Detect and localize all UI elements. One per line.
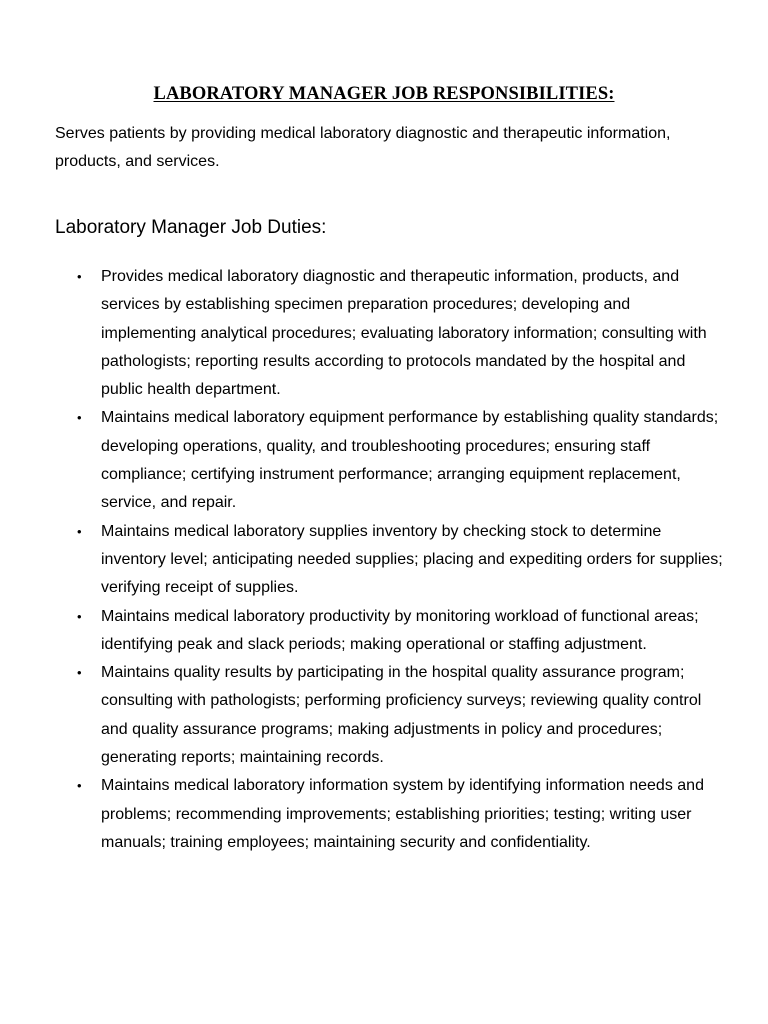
intro-paragraph: Serves patients by providing medical laboratory diagnostic and therapeutic information, products, and services. [55, 125, 671, 170]
duty-text: Maintains medical laboratory equipment performance by establishing quality standards; developing operations, quality, and troubleshooting procedures; ensuring staff compliance; certifying instrument performance; arranging equipment replacement, service, and repair. [101, 409, 719, 512]
bullet-icon: • [77, 523, 82, 539]
duty-item [77, 518, 723, 603]
duty-item [77, 659, 723, 772]
duty-item [77, 263, 723, 404]
bullet-icon: • [77, 269, 82, 284]
bullet-icon: • [77, 665, 82, 681]
duty-item [77, 772, 723, 857]
duties-heading: Laboratory Manager Job Duties: [55, 217, 327, 238]
duties-list [77, 263, 723, 857]
duty-item [77, 603, 723, 660]
duty-text: Maintains medical laboratory supplies inventory by checking stock to determine inventory level; anticipating needed supplies; placing and expediting orders for supplies; verifying receipt of supplies. [101, 522, 723, 597]
duty-text: Maintains quality results by participating in the hospital quality assurance program; consulting with pathologists; performing proficiency surveys; reviewing quality control and quality assurance programs; making adjustments in policy and procedures; generating reports; maintaining records. [101, 664, 702, 767]
bullet-icon: • [77, 608, 82, 624]
duty-text: Provides medical laboratory diagnostic and therapeutic information, products, and services by establishing specimen preparation procedures; developing and implementing analytical procedures; evaluating laboratory information; consulting with pathologists; reporting results according to protocols mandated by the hospital and public health department. [101, 268, 707, 399]
bullet-icon: • [77, 410, 82, 426]
bullet-icon: • [77, 778, 82, 794]
page-title [0, 82, 768, 106]
duty-item [77, 404, 723, 517]
duty-text: Maintains medical laboratory productivity by monitoring workload of functional areas; identifying peak and slack periods; making operational or staffing adjustment. [101, 607, 699, 653]
page-title-text: LABORATORY MANAGER JOB RESPONSIBILITIES: [153, 84, 615, 104]
duty-text: Maintains medical laboratory information system by identifying information needs and problems; recommending improvements; establishing priorities; testing; writing user manuals; training employees; maintaining security and confidentiality. [101, 777, 704, 851]
